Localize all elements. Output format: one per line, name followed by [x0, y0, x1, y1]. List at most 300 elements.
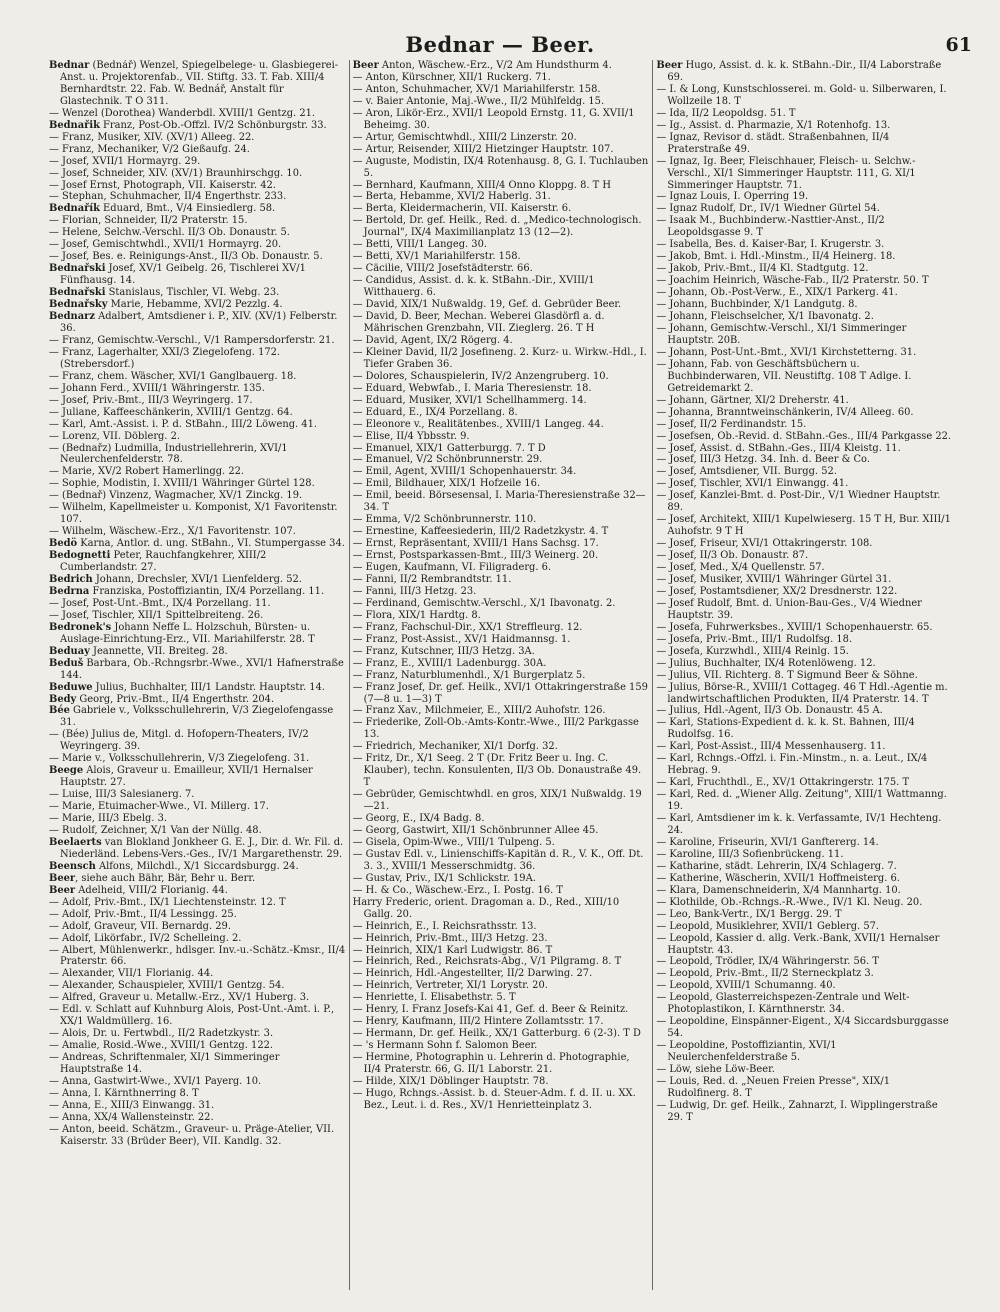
- entry-text: — Anna, Gastwirt-Wwe., XVI/1 Payerg. 10.: [49, 1076, 262, 1088]
- directory-entry: [656, 956, 953, 968]
- entry-text: — Stephan, Schuhmacher, II/4 Engerthstr. 233.: [49, 191, 287, 203]
- directory-entry: [656, 658, 953, 670]
- directory-entry: [656, 992, 953, 1016]
- entry-text: Marie, Hebamme, XVI/2 Pezzlg. 4.: [107, 299, 283, 311]
- entry-text: — Louis, Red. d. „Neuen Freien Presse", XIX/1 Rudolfinerg. 8. T: [656, 1076, 891, 1099]
- entry-text: — Anton, Schuhmacher, XV/1 Mariahilferstr. 158.: [352, 83, 601, 95]
- entry-text: — Karl, Stations-Expedient d. k. k. St. Bahnen, III/4 Rudolfsg. 16.: [656, 717, 915, 741]
- entry-text: — Anna, I. Kärnthnerring 8. T: [49, 1087, 199, 1099]
- directory-entry: [656, 813, 953, 837]
- directory-entry: [49, 921, 346, 933]
- directory-entry: [353, 980, 650, 992]
- entry-text: Alfons, Milchdl., X/1 Siccardsburgg. 24.: [95, 860, 299, 872]
- directory-entry: [656, 299, 953, 311]
- directory-entry: [353, 443, 650, 455]
- entry-text: — Georg, E., IX/4 Badg. 8.: [352, 813, 485, 825]
- directory-entry: [353, 275, 650, 299]
- directory-entry: [353, 1040, 650, 1052]
- directory-entry: [49, 682, 346, 694]
- entry-text: — Cäcilie, VIII/2 Josefstädterstr. 66.: [352, 263, 533, 275]
- directory-entry: [49, 311, 346, 335]
- directory-entry: [353, 371, 650, 383]
- entry-text: — Rudolf, Zeichner, X/1 Van der Nüllg. 48.: [49, 825, 262, 836]
- directory-entry: [353, 586, 650, 598]
- directory-entry: [353, 191, 650, 203]
- directory-entry: [656, 395, 953, 407]
- entry-text: — Alexander, Schauspieler, XVIII/1 Gentzg. 54.: [49, 980, 285, 992]
- directory-entry: [656, 478, 953, 490]
- entry-text: — I. & Long, Kunstschlosserei. m. Gold- u. Silberwaren, I. Wollzeile 18. T: [656, 83, 947, 107]
- directory-entry: [49, 1076, 346, 1088]
- directory-entry: [656, 538, 953, 550]
- entry-text: — Gustav Edl. v., Linienschiffs-Kapitän d. R., V. K., Off. Dt. 3. 3., XVIII/1 Messerschmidtg. 36.: [352, 848, 644, 872]
- entry-text: — Josef, Assist. d. StBahn.-Ges., III/4 Kleistg. 11.: [656, 442, 901, 454]
- entry-text: Franz, Post-Ob.-Offzl. IV/2 Schönburgstr. 33.: [99, 119, 327, 131]
- directory-entry: [353, 395, 650, 407]
- directory-entry: [49, 694, 346, 706]
- entry-text: , siehe auch Bähr, Bär, Behr u. Berr.: [75, 872, 256, 884]
- directory-entry: [656, 490, 953, 514]
- entry-text: — Josef, III/3 Hetzg. 34. Inh. d. Beer & Co.: [656, 454, 870, 466]
- entry-text: — Leopoldine, Postoffiziantin, XVI/1 Neulerchenfelderstraße 5.: [656, 1040, 837, 1064]
- directory-entry: [656, 323, 953, 347]
- entry-text: — Johann, Fab. von Geschäftsbüchern u. Buchbinderwaren, VII. Neustiftg. 108 T Adlge. I. Getreidemarkt 2.: [656, 358, 912, 394]
- entry-text: — Karl, Rchngs.-Offzl. i. Fin.-Minstm., n. a. Leut., IX/4 Hebrag. 9.: [656, 753, 928, 777]
- entry-text: — Josef Rudolf, Bmt. d. Union-Bau-Ges., V/4 Wiedner Hauptstr. 39.: [656, 597, 922, 621]
- directory-entry: [49, 861, 346, 873]
- entry-text: — Wilhelm, Wäschew.-Erz., X/1 Favoritenstr. 107.: [49, 526, 296, 538]
- directory-entry: [656, 682, 953, 706]
- directory-entry: [656, 753, 953, 777]
- entry-surname: Bedö: [49, 538, 78, 550]
- directory-entry: [656, 873, 953, 885]
- entry-text: — Anton, beeid. Schätzm., Graveur- u. Präge-Atelier, VII. Kaiserstr. 33 (Brüder Beer), VII. Kandlg. 32.: [49, 1123, 335, 1147]
- directory-entry: [656, 132, 953, 156]
- directory-entry: [656, 598, 953, 622]
- directory-entry: [656, 454, 953, 466]
- entry-text: — Aron, Likör-Erz., XVII/1 Leopold Ernstg. 11, G. XVII/1 Beheimg. 30.: [352, 107, 635, 131]
- entry-text: — Gebrüder, Gemischtwhdl. en gros, XIX/1 Nußwaldg. 19—21.: [352, 789, 642, 813]
- entry-text: — Josef, II/2 Ferdinandstr. 15.: [656, 418, 807, 430]
- entry-text: Stanislaus, Tischler, VI. Webg. 23.: [105, 287, 280, 299]
- entry-text: — Adolf, Likörfabr., IV/2 Schelleing. 2.: [49, 932, 242, 944]
- directory-entry: [353, 84, 650, 96]
- directory-entry: [353, 897, 650, 921]
- entry-text: — Julius, Börse-R., XVIII/1 Cottageg. 46 T Hdl.-Agentie m. landwirtschaftlichen Produkten, II/4 Praterstr. 14. T: [656, 681, 948, 705]
- directory-entry: [353, 466, 650, 478]
- column-right: [652, 60, 956, 1290]
- entry-text: — Johann, Ob.-Post-Verw., E., XIX/1 Parkerg. 41.: [656, 287, 898, 299]
- entry-text: — Johann, Post-Unt.-Bmt., XVI/1 Kirchstetterng. 31.: [656, 346, 917, 358]
- entry-text: Johann Neffe L. Holzschuh, Bürsten- u. Auslage-Einrichtung-Erz., VII. Mariahilferstr. 28. T: [60, 621, 315, 645]
- directory-columns: [46, 60, 956, 1290]
- entry-surname: Beer: [49, 884, 76, 896]
- entry-text: — Henry, Kaufmann, III/2 Hintere Zollamtsstr. 17.: [352, 1016, 604, 1028]
- entry-surname: Beer: [352, 60, 379, 71]
- entry-surname: Bedognetti: [49, 550, 111, 562]
- entry-text: — Anton, Kürschner, XII/1 Ruckerg. 71.: [352, 71, 551, 83]
- entry-text: — (Bednařz) Ludmilla, Industriellehrerin, XVI/1 Neulerchenfelderstr. 78.: [49, 442, 288, 466]
- directory-entry: [353, 550, 650, 562]
- entry-text: — Ernst, Repräsentant, XVIII/1 Hans Sachsg. 17.: [352, 538, 599, 550]
- entry-text: — Berta, Hebamme, XVI/2 Haberlg. 31.: [352, 191, 551, 203]
- entry-surname: Bedrich: [49, 573, 93, 585]
- entry-text: — Josef, Schneider, XIV. (XV/1) Braunhirschgg. 10.: [49, 167, 303, 179]
- directory-entry: [656, 84, 953, 108]
- directory-entry: [49, 873, 346, 885]
- entry-text: — Gisela, Opim-Wwe., VIII/1 Tulpeng. 5.: [352, 836, 555, 848]
- entry-text: — Julius, Buchhalter, IX/4 Rotenlöweng. 12.: [656, 657, 876, 669]
- entry-text: — Bertold, Dr. gef. Heilk., Red. d. „Medico-technologisch. Journal", IX/4 Maximilianplatz 13 (12—2).: [352, 215, 642, 239]
- directory-entry: [353, 383, 650, 395]
- entry-text: Adelheid, VIII/2 Florianig. 44.: [75, 884, 228, 896]
- directory-entry: [49, 538, 346, 550]
- entry-text: — Josef, Post-Unt.-Bmt., IX/4 Porzellang. 11.: [49, 597, 271, 609]
- directory-entry: [49, 909, 346, 921]
- entry-text: — Marie v., Volksschullehrerin, V/3 Ziegelofeng. 31.: [49, 753, 310, 765]
- directory-entry: [353, 574, 650, 586]
- directory-entry: [656, 562, 953, 574]
- entry-text: — Hermine, Photographin u. Lehrerin d. Photographie, II/4 Praterstr. 66, G. II/1 Laborstr. 21.: [352, 1052, 630, 1076]
- directory-entry: [656, 239, 953, 251]
- entry-surname: Beer: [656, 60, 683, 71]
- directory-entry: [49, 801, 346, 813]
- directory-entry: [353, 921, 650, 933]
- entry-text: — Hugo, Rchngs.-Assist. b. d. Steuer-Adm. f. d. II. u. XX. Bez., Leut. i. d. Res., XV/1 Henrietteinplatz 3.: [352, 1087, 636, 1111]
- entry-text: — Marie, Etuimacher-Wwe., VI. Millerg. 17.: [49, 801, 269, 813]
- directory-entry: [49, 610, 346, 622]
- directory-entry: [353, 789, 650, 813]
- directory-entry: [49, 502, 346, 526]
- entry-text: — Josef Ernst, Photograph, VII. Kaiserstr. 42.: [49, 179, 276, 191]
- directory-entry: [656, 60, 953, 84]
- directory-entry: [49, 478, 346, 490]
- directory-entry: [353, 1076, 650, 1088]
- directory-entry: [656, 861, 953, 873]
- entry-text: — David, XIX/1 Nußwaldg. 19, Gef. d. Gebrüder Beer.: [352, 299, 622, 311]
- directory-entry: [49, 251, 346, 263]
- directory-entry: [49, 598, 346, 610]
- entry-text: — Emil, Bildhauer, XIX/1 Hofzeile 16.: [352, 478, 541, 490]
- entry-text: Georg, Priv.-Bmt., II/4 Engerthstr. 204.: [76, 693, 275, 705]
- directory-entry: [656, 968, 953, 980]
- entry-text: — Flora, XIX/1 Hardtg. 8.: [352, 609, 481, 621]
- directory-entry: [353, 299, 650, 311]
- directory-entry: [49, 705, 346, 729]
- entry-surname: Bedy: [49, 693, 77, 705]
- entry-text: — Karl, Amt.-Assist. i. P. d. StBahn., III/2 Löweng. 41.: [49, 418, 317, 430]
- directory-entry: [353, 490, 650, 514]
- directory-entry: [353, 1028, 650, 1040]
- entry-text: — Anna, E., XIII/3 Einwangg. 31.: [49, 1099, 215, 1111]
- directory-entry: [49, 371, 346, 383]
- directory-entry: [353, 454, 650, 466]
- page-title: Bednar — Beer.: [405, 32, 595, 57]
- directory-entry: [49, 526, 346, 538]
- entry-text: — Emanuel, V/2 Schönbrunnerstr. 29.: [352, 454, 543, 466]
- entry-surname: Beege: [49, 765, 84, 777]
- directory-entry: [353, 156, 650, 180]
- directory-entry: [49, 968, 346, 980]
- directory-entry: [353, 180, 650, 192]
- entry-text: — Heinrich, XIX/1 Karl Ludwigstr. 86. T: [352, 944, 553, 956]
- entry-text: — Franz, Naturblumenhdl., X/1 Burgerplatz 5.: [352, 669, 586, 681]
- entry-text: — H. & Co., Wäschew.-Erz., I. Postg. 16. T: [352, 884, 563, 896]
- entry-text: — Adolf, Priv.-Bmt., IX/1 Liechtensteinstr. 12. T: [49, 896, 286, 908]
- directory-entry: [353, 622, 650, 634]
- page-header: [0, 30, 1000, 60]
- entry-text: Karna, Antlor. d. ung. StBahn., VI. Stumpergasse 34.: [77, 538, 345, 550]
- entry-text: — Heinrich, E., I. Reichsrathsstr. 13.: [352, 920, 537, 932]
- directory-entry: [656, 1040, 953, 1064]
- directory-entry: [353, 203, 650, 215]
- directory-entry: [49, 729, 346, 753]
- entry-text: — Franz, Gemischtw.-Verschl., V/1 Rampersdorferstr. 21.: [49, 334, 335, 346]
- directory-entry: [49, 813, 346, 825]
- entry-text: — Anna, XX/4 Wallensteinstr. 22.: [49, 1111, 214, 1123]
- entry-text: — Isabella, Bes. d. Kaiser-Bar, I. Krugerstr. 3.: [656, 239, 885, 251]
- directory-entry: [49, 933, 346, 945]
- entry-text: — Bernhard, Kaufmann, XIII/4 Onno Kloppg. 8. T H: [352, 179, 611, 191]
- directory-entry: [49, 1100, 346, 1112]
- entry-text: — Julius, VII. Richterg. 8. T Sigmund Beer & Söhne.: [656, 669, 918, 681]
- directory-entry: [49, 108, 346, 120]
- entry-text: — Friedrich, Mechaniker, XI/1 Dorfg. 32.: [352, 741, 558, 753]
- entry-text: — Löw, siehe Löw-Beer.: [656, 1064, 775, 1076]
- entry-text: — Josef, Architekt, XIII/1 Kupelwieserg. 15 T H, Bur. XIII/1 Auhofstr. 9 T H: [656, 514, 951, 538]
- entry-text: — Adolf, Graveur, VII. Bernardg. 29.: [49, 920, 231, 932]
- directory-entry: [49, 120, 346, 132]
- entry-text: — Ig., Assist. d. Pharmazie, X/1 Rotenhofg. 13.: [656, 119, 891, 131]
- directory-entry: [656, 431, 953, 443]
- directory-entry: [656, 311, 953, 323]
- directory-entry: [353, 526, 650, 538]
- directory-entry: [49, 765, 346, 789]
- directory-entry: [353, 108, 650, 132]
- entry-text: — Artur, Gemischtwhdl., XIII/2 Linzerstr. 20.: [352, 131, 577, 143]
- directory-entry: [353, 933, 650, 945]
- entry-surname: Bednar: [49, 60, 90, 71]
- entry-text: — Florian, Schneider, II/2 Praterstr. 15.: [49, 215, 248, 227]
- directory-entry: [656, 909, 953, 921]
- entry-text: — Leopoldine, Einspänner-Eigent., X/4 Siccardsburggasse 54.: [656, 1016, 949, 1040]
- directory-entry: [656, 1100, 953, 1124]
- directory-entry: [49, 1052, 346, 1076]
- directory-entry: [49, 287, 346, 299]
- entry-surname: Beduwe: [49, 681, 93, 693]
- entry-text: — Josef, Kanzlei-Bmt. d. Post-Dir., V/1 Wiedner Hauptstr. 89.: [656, 490, 941, 514]
- directory-entry: [49, 215, 346, 227]
- entry-text: — Emanuel, XIX/1 Gatterburgg. 7. T D: [352, 442, 546, 454]
- directory-entry: [353, 562, 650, 574]
- entry-text: — Klara, Damenschneiderin, X/4 Mannhartg. 10.: [656, 884, 901, 896]
- directory-entry: [49, 395, 346, 407]
- directory-entry: [656, 215, 953, 239]
- entry-text: — Marie, XV/2 Robert Hamerlingg. 22.: [49, 466, 245, 478]
- entry-text: — Gustav, Priv., IX/1 Schlickstr. 19A.: [352, 872, 536, 884]
- entry-text: Hugo, Assist. d. k. k. StBahn.-Dir., II/4 Laborstraße 69.: [667, 60, 942, 83]
- directory-entry: [353, 717, 650, 741]
- directory-entry: [353, 598, 650, 610]
- entry-text: — Wenzel (Dorothea) Wanderbdl. XVIII/1 Gentzg. 21.: [49, 107, 316, 119]
- entry-text: — Emil, Agent, XVIII/1 Schopenhauerstr. 34.: [352, 466, 577, 478]
- entry-text: — Josef, Gemischtwhdl., XVII/1 Hormayrg. 20.: [49, 239, 282, 251]
- entry-text: — Jakob, Priv.-Bmt., II/4 Kl. Stadtgutg. 12.: [656, 263, 869, 275]
- entry-text: Johann, Drechsler, XVI/1 Lienfelderg. 52.: [92, 573, 302, 585]
- entry-surname: Beensch: [49, 860, 96, 872]
- entry-text: — Karl, Post-Assist., III/4 Messenhauserg. 11.: [656, 741, 886, 753]
- entry-text: — Amalie, Rosid.-Wwe., XVIII/1 Gentzg. 122.: [49, 1040, 274, 1052]
- entry-text: — Franz Josef, Dr. gef. Heilk., XVI/1 Ottakringerstraße 159 (7—8 u. 1—3) T: [352, 681, 648, 705]
- entry-text: — Alfred, Graveur u. Metallw.-Erz., XV/1 Huberg. 3.: [49, 992, 310, 1004]
- entry-text: — Adolf, Priv.-Bmt., II/4 Lessingg. 25.: [49, 908, 237, 920]
- entry-text: — Eugen, Kaufmann, VI. Filigraderg. 6.: [352, 562, 552, 574]
- directory-entry: [353, 538, 650, 550]
- entry-text: — David, D. Beer, Mechan. Weberei Glasdörfl a. d. Mährischen Grenzbahn, VII. Zieglerg. 26. T H: [352, 311, 605, 334]
- entry-text: — Luise, III/3 Salesianerg. 7.: [49, 789, 195, 801]
- directory-entry: [49, 407, 346, 419]
- entry-text: — Josef, Tischler, XVI/1 Einwangg. 41.: [656, 478, 849, 490]
- entry-text: — Leopold, Glasterreichspezen-Zentrale und Welt-Photoplastikon, I. Kärnthnerstr. 34.: [656, 992, 910, 1016]
- entry-text: — Karoline, III/3 Sofienbrückeng. 11.: [656, 848, 844, 860]
- directory-entry: [353, 263, 650, 275]
- directory-entry: [353, 753, 650, 789]
- directory-entry: [656, 108, 953, 120]
- entry-surname: Bednařsky: [49, 299, 108, 311]
- directory-entry: [353, 992, 650, 1004]
- entry-surname: Bednařski: [49, 287, 106, 299]
- entry-text: — Fanni, II/2 Rembrandtstr. 11.: [352, 573, 512, 585]
- directory-entry: [656, 514, 953, 538]
- directory-entry: [656, 634, 953, 646]
- directory-entry: [656, 203, 953, 215]
- directory-entry: [656, 407, 953, 419]
- directory-entry: [353, 215, 650, 239]
- entry-text: — Franz, E., XVIII/1 Ladenburgg. 30A.: [352, 657, 547, 669]
- directory-entry: [49, 586, 346, 598]
- entry-text: — Ernestine, Kaffeesiederin, III/2 Radetzkystr. 4. T: [352, 526, 609, 538]
- entry-surname: Beduay: [49, 645, 90, 657]
- entry-text: — Josefa, Fuhrwerksbes., XVIII/1 Schopenhauerstr. 65.: [656, 621, 933, 633]
- directory-entry: [656, 980, 953, 992]
- directory-entry: [353, 610, 650, 622]
- entry-text: Adalbert, Amtsdiener i. P., XIV. (XV/1) Felberstr. 36.: [60, 311, 338, 334]
- directory-entry: [656, 897, 953, 909]
- directory-entry: [49, 825, 346, 837]
- directory-entry: [353, 885, 650, 897]
- directory-entry: [656, 287, 953, 299]
- directory-entry: [49, 897, 346, 909]
- directory-entry: [656, 251, 953, 263]
- entry-text: — Katharine, städt. Lehrerin, IX/4 Schlagerg. 7.: [656, 860, 897, 872]
- directory-entry: [353, 837, 650, 849]
- directory-entry: [49, 945, 346, 969]
- directory-entry: [353, 670, 650, 682]
- directory-entry: [49, 466, 346, 478]
- entry-text: — Hilde, XIX/1 Döblinger Hauptstr. 78.: [352, 1076, 549, 1088]
- entry-text: — Henriette, I. Elisabethstr. 5. T: [352, 992, 516, 1004]
- directory-entry: [656, 263, 953, 275]
- directory-entry: [49, 980, 346, 992]
- entry-text: — Franz, Musiker, XIV. (XV/1) Alleeg. 22.: [49, 131, 255, 143]
- entry-text: — Kleiner David, II/2 Josefineng. 2. Kurz- u. Wirkw.-Hdl., I. Tiefer Graben 36.: [352, 346, 647, 370]
- entry-text: — Isaak M., Buchbinderw.-Nasttier-Anst., II/2 Leopoldsgasse 9. T: [656, 215, 885, 239]
- entry-text: — Wilhelm, Kapellmeister u. Komponist, X/1 Favoritenstr. 107.: [49, 502, 338, 526]
- directory-entry: [49, 203, 346, 215]
- directory-entry: [353, 144, 650, 156]
- directory-entry: [656, 1076, 953, 1100]
- entry-text: — Franz Xav., Milchmeier, E., XIII/2 Auhofstr. 126.: [352, 705, 606, 717]
- directory-entry: [353, 682, 650, 706]
- entry-text: — Henry, I. Franz Josefs-Kai 41, Gef. d. Beer & Reinitz.: [352, 1004, 629, 1016]
- directory-entry: [656, 933, 953, 957]
- entry-text: — Franz, Kutschner, III/3 Hetzg. 3A.: [352, 645, 535, 657]
- directory-entry: [353, 658, 650, 670]
- directory-entry: [353, 705, 650, 717]
- page-number: 61: [945, 34, 972, 56]
- directory-entry: [353, 419, 650, 431]
- entry-surname: Bée: [49, 705, 70, 717]
- directory-entry: [656, 717, 953, 741]
- column-middle: [349, 60, 653, 1290]
- entry-text: — (Bée) Julius de, Mitgl. d. Hofopern-Theaters, IV/2 Weyringerg. 39.: [49, 729, 309, 753]
- entry-text: — Eduard, Webwfab., I. Maria Theresienstr. 18.: [352, 382, 592, 394]
- directory-entry: [353, 956, 650, 968]
- entry-text: — Josef, Priv.-Bmt., III/3 Weyringerg. 17.: [49, 394, 253, 406]
- entry-surname: Bednarz: [49, 311, 95, 323]
- entry-text: — Dolores, Schauspielerin, IV/2 Anzengruberg. 10.: [352, 370, 609, 382]
- entry-text: — Ignaz Louis, I. Operring 19.: [656, 191, 809, 203]
- entry-text: — 's Hermann Sohn f. Salomon Beer.: [352, 1040, 538, 1052]
- directory-entry: [656, 275, 953, 287]
- directory-entry: [656, 443, 953, 455]
- entry-text: — Josef, Amtsdiener, VII. Burgg. 52.: [656, 466, 837, 478]
- entry-text: — Josefa, Priv.-Bmt., III/1 Rudolfsg. 18.: [656, 633, 853, 645]
- entry-text: — Fanni, III/3 Hetzg. 23.: [352, 585, 477, 597]
- entry-text: Eduard, Bmt., V/4 Einsiedlerg. 58.: [99, 203, 276, 215]
- directory-entry: [353, 407, 650, 419]
- directory-entry: [656, 921, 953, 933]
- directory-entry: [49, 239, 346, 251]
- entry-text: — Karl, Red. d. „Wiener Allg. Zeitung", XIII/1 Wattmanng. 19.: [656, 789, 947, 813]
- directory-entry: [49, 658, 346, 682]
- entry-text: — Johann, Gärtner, XI/2 Dreherstr. 41.: [656, 394, 849, 406]
- entry-text: Alois, Graveur u. Emailleur, XVII/1 Hernalser Hauptstr. 27.: [60, 765, 313, 789]
- directory-entry: [353, 347, 650, 371]
- directory-entry: [49, 992, 346, 1004]
- entry-text: — Franz, Lagerhalter, XXI/3 Ziegelofeng. 172. (Strebersdorf.): [49, 346, 281, 370]
- directory-entry: [656, 120, 953, 132]
- directory-entry: [49, 885, 346, 897]
- entry-text: — Franz, chem. Wäscher, XVI/1 Ganglbauerg. 18.: [49, 370, 297, 382]
- entry-text: — Eduard, E., IX/4 Porzellang. 8.: [352, 406, 518, 418]
- entry-text: — Josef, Med., X/4 Quellenstr. 57.: [656, 562, 825, 574]
- directory-entry: [353, 514, 650, 526]
- entry-text: — Karoline, Friseurin, XVI/1 Ganftererg. 14.: [656, 836, 879, 848]
- directory-entry: [353, 873, 650, 885]
- entry-surname: Beer: [49, 872, 76, 884]
- entry-text: — Ernst, Postsparkassen-Bmt., III/3 Weinerg. 20.: [352, 550, 599, 562]
- entry-text: — Eleonore v., Realitätenbes., XVIII/1 Langeg. 44.: [352, 418, 604, 430]
- entry-text: — Ignaz, Ig. Beer, Fleischhauer, Fleisch- u. Selchw.-Verschl., XI/1 Simmeringer Hauptstr. 111, G. XI/1 Simmeringer Hauptstr. 71.: [656, 155, 916, 191]
- directory-entry: [656, 777, 953, 789]
- entry-text: — Karl, Fruchthdl., E., XV/1 Ottakringerstr. 175. T: [656, 777, 910, 789]
- directory-entry: [49, 180, 346, 192]
- directory-entry: [353, 968, 650, 980]
- entry-text: — Josefa, Kurzwhdl., XIII/4 Reinlg. 15.: [656, 645, 849, 657]
- directory-entry: [656, 622, 953, 634]
- entry-text: — Heinrich, Hdl.-Angestellter, II/2 Darwing. 27.: [352, 968, 593, 980]
